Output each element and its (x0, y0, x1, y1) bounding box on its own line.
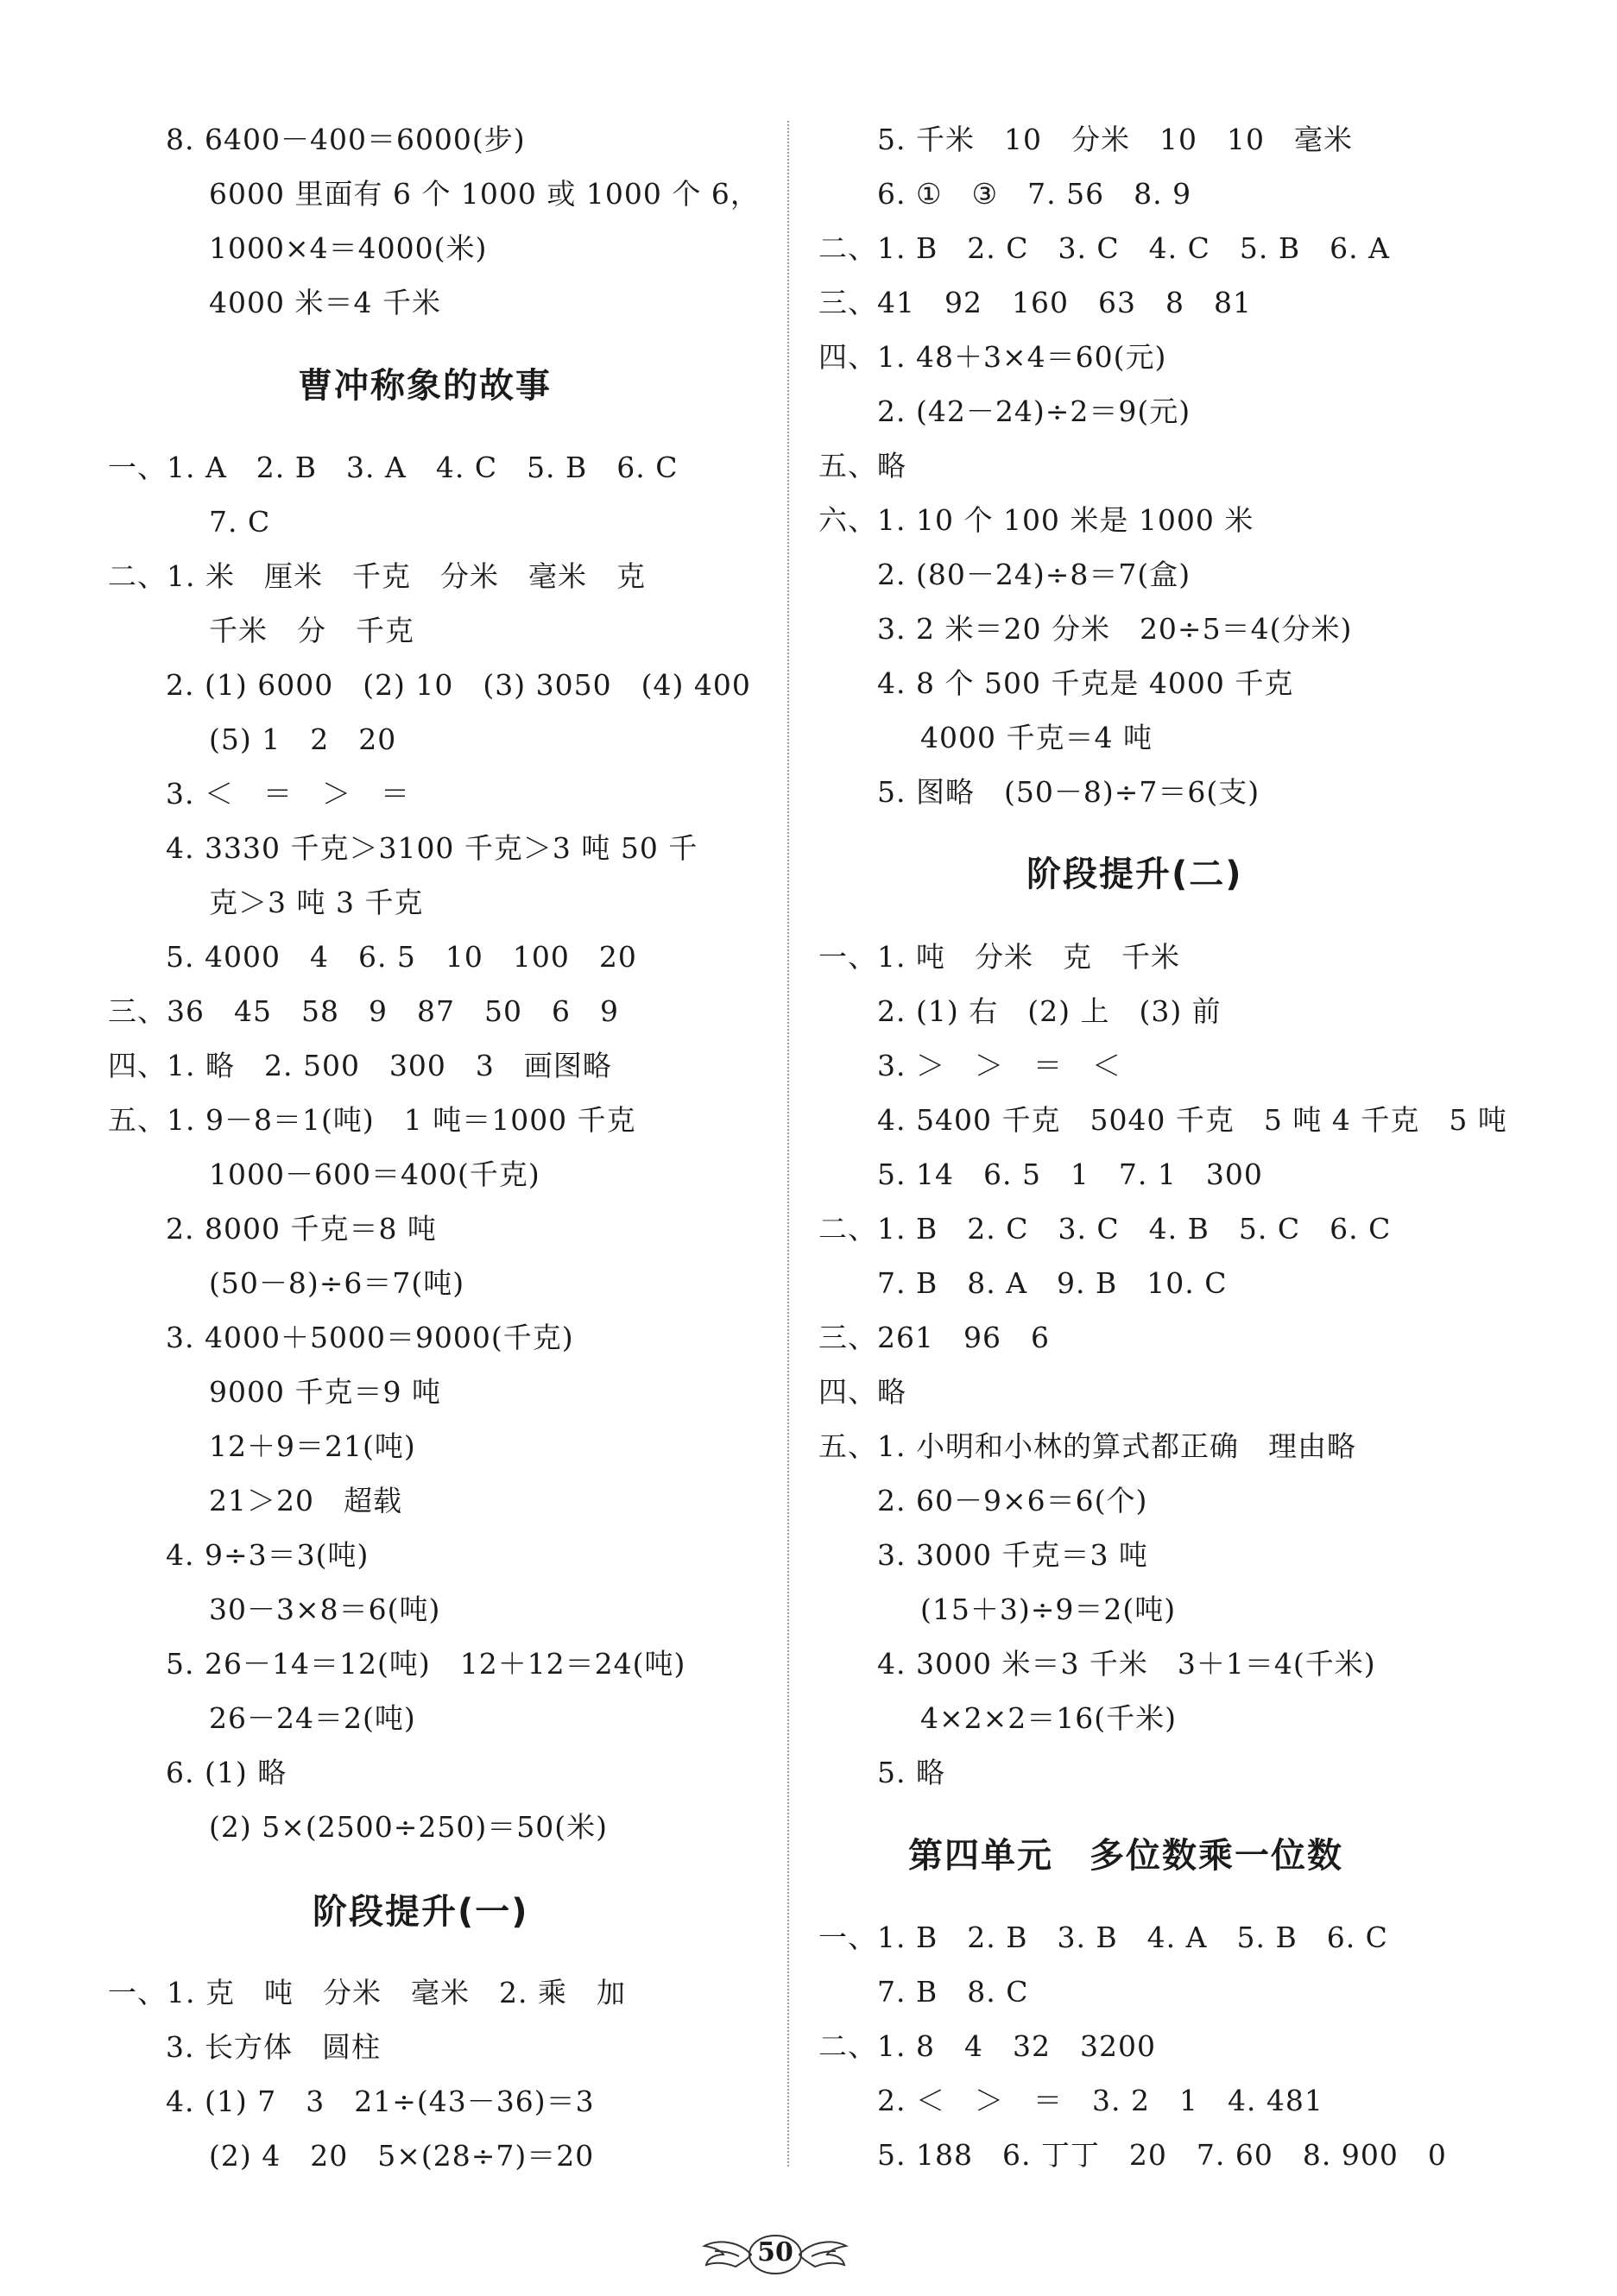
answer-line: 5. 14 6. 5 1 7. 1 300 (877, 1157, 1263, 1191)
answer-line: 六、1. 10 个 100 米是 1000 米 (818, 503, 1254, 537)
answer-line: 五、1. 9－8＝1(吨) 1 吨＝1000 千克 (108, 1103, 636, 1137)
answer-line: 3. 2 米＝20 分米 20÷5＝4(分米) (877, 612, 1353, 646)
answer-line: 5. 图略 (50－8)÷7＝6(支) (877, 775, 1260, 809)
answer-line: (2) 5×(2500÷250)＝50(米) (209, 1810, 608, 1844)
page-number-badge (698, 2229, 853, 2280)
answer-line: 5. 188 6. 丁丁 20 7. 60 8. 900 0 (877, 2138, 1447, 2172)
answer-line: 2. ＜ ＞ ＝ 3. 2 1 4. 481 (877, 2084, 1323, 2117)
answer-line: 4. 9÷3＝3(吨) (166, 1538, 370, 1572)
answer-line: 2. 8000 千克＝8 吨 (166, 1212, 437, 1246)
answer-line: 5. 千米 10 分米 10 10 毫米 (877, 123, 1353, 156)
answer-line: 30－3×8＝6(吨) (209, 1593, 441, 1626)
answer-line: 千米 分 千克 (209, 614, 414, 647)
answer-line: 2. (42－24)÷2＝9(元) (877, 394, 1191, 428)
answer-line: 4000 千克＝4 吨 (920, 721, 1153, 754)
answer-line: 5. 略 (877, 1756, 945, 1789)
answer-line: 9000 千克＝9 吨 (209, 1375, 441, 1409)
answer-line: 21＞20 超载 (209, 1484, 402, 1517)
answer-line: 3. 3000 千克＝3 吨 (877, 1538, 1148, 1572)
answer-line: 4. 3330 千克＞3100 千克＞3 吨 50 千 (166, 831, 698, 865)
answer-line: 三、41 92 160 63 8 81 (818, 286, 1252, 319)
answer-line: 五、略 (818, 449, 906, 483)
answer-line: 7. C (209, 505, 271, 539)
answer-line: 6000 里面有 6 个 1000 或 1000 个 6， (209, 177, 760, 211)
section-heading: 曹冲称象的故事 (298, 366, 552, 406)
answer-line: 4. (1) 7 3 21÷(43－36)＝3 (166, 2085, 595, 2118)
answer-line: 2. 60－9×6＝6(个) (877, 1484, 1148, 1517)
answer-line: 4. 5400 千克 5040 千克 5 吨 4 千克 5 吨 (877, 1103, 1507, 1137)
answer-line: 二、1. B 2. C 3. C 4. B 5. C 6. C (818, 1212, 1392, 1246)
answer-line: 二、1. 米 厘米 千克 分米 毫米 克 (108, 559, 646, 593)
answer-line: 26－24＝2(吨) (209, 1701, 416, 1735)
answer-line: 3. 4000＋5000＝9000(千克) (166, 1321, 574, 1354)
column-divider (787, 121, 789, 2167)
answer-line: (15＋3)÷9＝2(吨) (920, 1593, 1177, 1626)
answer-line: 4. 3000 米＝3 千米 3＋1＝4(千米) (877, 1647, 1376, 1681)
answer-line: 一、1. 吨 分米 克 千米 (818, 940, 1180, 974)
answer-line: 四、略 (818, 1375, 906, 1409)
answer-line: (50－8)÷6＝7(吨) (209, 1266, 465, 1300)
answer-line: 3. ＜ ＝ ＞ ＝ (166, 777, 410, 811)
answer-line: 四、1. 略 2. 500 300 3 画图略 (108, 1049, 612, 1082)
answer-line: 二、1. B 2. C 3. C 4. C 5. B 6. A (818, 231, 1390, 265)
answer-line: 4. 8 个 500 千克是 4000 千克 (877, 666, 1294, 700)
page-number: 50 (757, 2237, 793, 2268)
answer-line: 2. (1) 右 (2) 上 (3) 前 (877, 994, 1222, 1028)
answer-line: 三、261 96 6 (818, 1321, 1050, 1354)
answer-line: 5. 4000 4 6. 5 10 100 20 (166, 940, 637, 974)
answer-line: 五、1. 小明和小林的算式都正确 理由略 (818, 1429, 1356, 1463)
answer-line: 3. ＞ ＞ ＝ ＜ (877, 1049, 1121, 1082)
section-heading: 阶段提升(二) (1026, 855, 1243, 894)
answer-line: 1000－600＝400(千克) (209, 1157, 540, 1191)
answer-line: 四、1. 48＋3×4＝60(元) (818, 340, 1167, 374)
section-heading: 第四单元 多位数乘一位数 (908, 1836, 1343, 1876)
answer-line: (5) 1 2 20 (209, 722, 397, 756)
answer-line: 4000 米＝4 千米 (209, 286, 441, 319)
answer-line: 7. B 8. A 9. B 10. C (877, 1266, 1228, 1300)
answer-line: 6. ① ③ 7. 56 8. 9 (877, 177, 1192, 211)
answer-line: 2. (1) 6000 (2) 10 (3) 3050 (4) 400 (166, 668, 751, 702)
answer-line: 3. 长方体 圆柱 (166, 2030, 381, 2064)
answer-line: 一、1. A 2. B 3. A 4. C 5. B 6. C (108, 451, 679, 484)
answer-line: 4×2×2＝16(千米) (920, 1701, 1178, 1735)
answer-line: (2) 4 20 5×(28÷7)＝20 (209, 2139, 595, 2173)
answer-line: 克＞3 吨 3 千克 (209, 886, 424, 919)
answer-line: 12＋9＝21(吨) (209, 1429, 416, 1463)
section-heading: 阶段提升(一) (313, 1892, 529, 1932)
answer-line: 7. B 8. C (877, 1975, 1029, 2009)
answer-line: 1000×4＝4000(米) (209, 231, 488, 265)
answer-line: 2. (80－24)÷8＝7(盒) (877, 558, 1191, 591)
answer-line: 6. (1) 略 (166, 1756, 287, 1789)
answer-line: 一、1. B 2. B 3. B 4. A 5. B 6. C (818, 1921, 1388, 1954)
answer-line: 二、1. 8 4 32 3200 (818, 2029, 1156, 2063)
answer-line: 三、36 45 58 9 87 50 6 9 (108, 994, 619, 1028)
answer-line: 8. 6400－400＝6000(步) (166, 123, 526, 156)
answer-line: 5. 26－14＝12(吨) 12＋12＝24(吨) (166, 1647, 686, 1681)
answer-line: 一、1. 克 吨 分米 毫米 2. 乘 加 (108, 1976, 626, 2009)
